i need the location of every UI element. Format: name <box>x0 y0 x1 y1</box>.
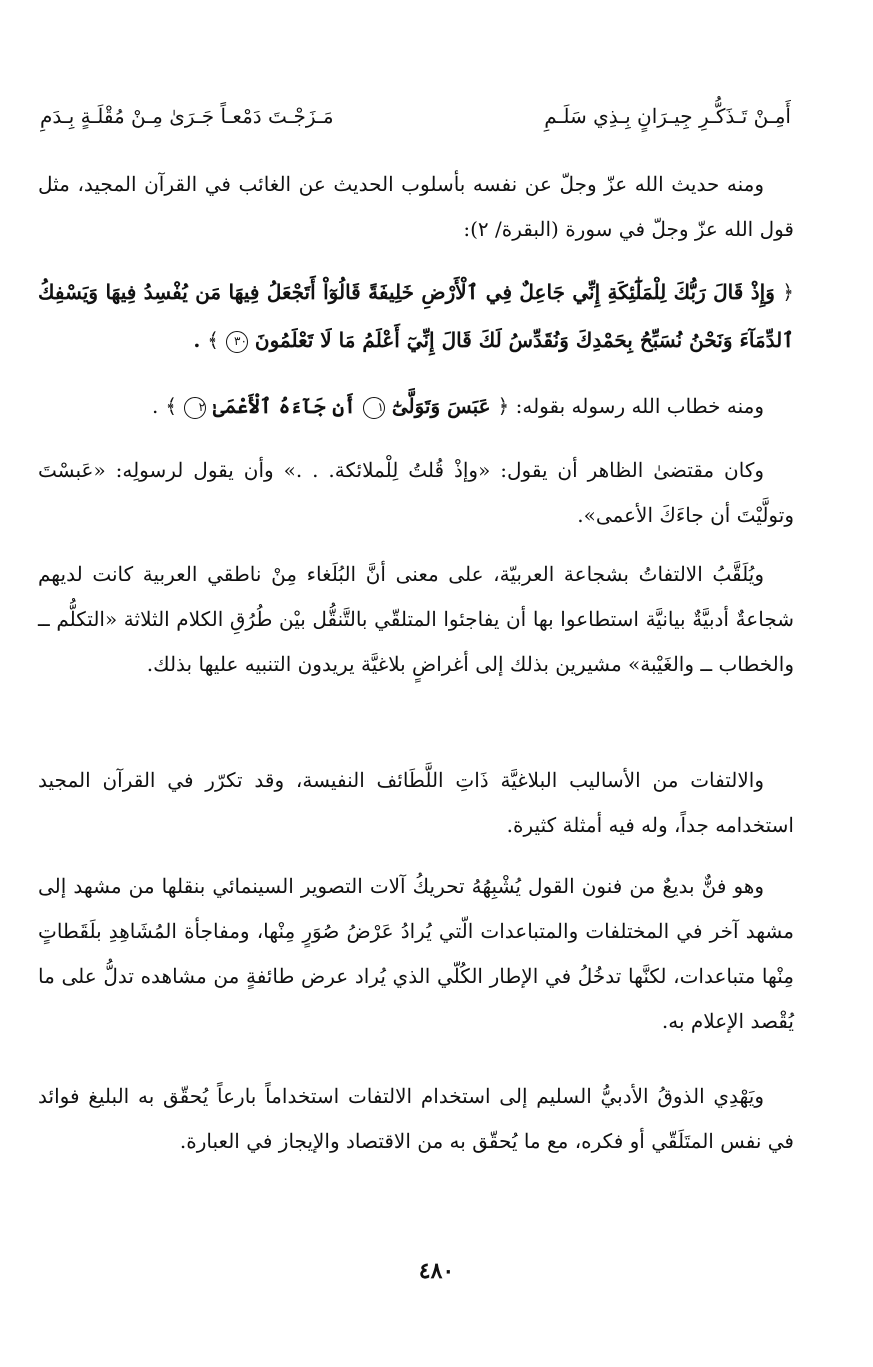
paragraph-7 <box>38 1074 794 1164</box>
paragraph-7-text: ويَهْدِي الذوقُ الأدبيُّ السليم إلى استخدام الالتفات استخداماً بارعاً يُحقّق به البليغ فوائد في نفس المتَلَقّي أو فكره، مع ما يُحقّق به من الاقتصاد والإيجاز في العبارة. <box>38 1084 794 1153</box>
quran-quote-baqarah: ﴿ وَإِذْ قَالَ رَبُّكَ لِلْمَلَٰٓئِكَةِ إِنِّي جَاعِلٌ فِي ٱلْأَرْضِ خَلِيفَةً قَالُوٓاْ أَتَجْعَلُ فِيهَا مَن يُفْسِدُ فِيهَا وَيَسْفِكُ ٱلدِّمَآءَ وَنَحْنُ نُسَبِّحُ بِحَمْدِكَ وَنُقَدِّسُ لَكَ قَالَ إِنِّيٓ أَعْلَمُ مَا لَا تَعْلَمُونَ ٣٠ ﴾ . <box>38 280 795 352</box>
paragraph-1 <box>38 162 794 252</box>
paragraph-2-text: ومنه خطاب الله رسوله بقوله: <box>515 394 764 418</box>
paragraph-4-text: ويُلَقَّبُ الالتفاتُ بشجاعة العربيّة، على معنى أنَّ البُلَغاء مِنْ ناطقي العربية كانت لديهم شجاعةٌ أدبيَّةٌ بيانيَّة استطاعوا بها أن يفاجئوا المتلقّي بالتَّنقُّل بيْن طُرُقِ الكلام الثلاثة «التكلُّم ــ والخطاب ــ والغَيْبة» مشيرين بذلك إلى أغراضٍ بلاغيَّة يريدون التنبيه عليها بذلك. <box>38 562 794 676</box>
paragraph-2: ومنه خطاب الله رسوله بقوله: ﴿ عَبَسَ وَتَوَلَّىٰٓ ١ أَن جَآءَهُ ٱلْأَعْمَىٰ ٢ ﴾ . <box>152 394 764 418</box>
paragraph-5 <box>38 758 794 848</box>
paragraph-6 <box>38 864 794 1044</box>
paragraph-6-text: وهو فنٌّ بديعٌ من فنون القول يُشْبِهُهُ تحريكُ آلات التصوير السينمائي بنقلها من مشهد إلى مشهد آخر في المختلفات والمتباعدات الّتي يُرادُ عَرْضُ صُوَرٍ مِنْها، ومفاجأة المُشَاهِدِ بلَقَطاتٍ مِنْها متباعدات، لكنَّها تدخُلُ في الإطار الكُلّي الذي يُراد عرض طائفةٍ من مشاهده تدلُّ على ما يُقْصد الإعلام به. <box>38 874 794 1033</box>
paragraph-4 <box>38 552 794 687</box>
quran-open-bracket: ﴿ <box>782 280 795 304</box>
ayah-number-2: ٢ <box>184 397 206 419</box>
page-number: ٤٨٠ <box>418 1258 455 1284</box>
quran-open-bracket: ﴿ <box>497 394 510 418</box>
ayah-number-1: ١ <box>363 397 385 419</box>
quran-baqarah-text: وَإِذْ قَالَ رَبُّكَ لِلْمَلَٰٓئِكَةِ إِنِّي جَاعِلٌ فِي ٱلْأَرْضِ خَلِيفَةً قَالُوٓاْ أَتَجْعَلُ فِيهَا مَن يُفْسِدُ فِيهَا وَيَسْفِكُ ٱلدِّمَآءَ وَنَحْنُ نُسَبِّحُ بِحَمْدِكَ وَنُقَدِّسُ لَكَ قَالَ إِنِّيٓ أَعْلَمُ مَا لَا تَعْلَمُونَ <box>38 280 794 352</box>
paragraph-5-text: والالتفات من الأساليب البلاغيَّة ذَاتِ اللَّطَائف النفيسة، وقد تكرّر في القرآن المجيد استخدامه جداً، وله فيه أمثلة كثيرة. <box>38 768 794 837</box>
verse-second-hemistich: مَـزَجْـتَ دَمْعـاً جَـرَىٰ مِـنْ مُقْلَـةٍ بِـدَمِ <box>40 104 334 128</box>
paragraph-3-text: وكان مقتضىٰ الظاهر أن يقول: «وإذْ قُلتُ لِلْملائكة. . .» وأن يقول لرسولِه: «عَبسْتَ وتولَّيْتَ أن جاءَكَ الأعمى». <box>38 458 794 527</box>
quran-close-bracket: ﴾ <box>207 328 219 352</box>
quran-close-bracket: ﴾ <box>165 394 178 418</box>
verse-first-hemistich: أَمِـنْ تَـذَكُّـرِ جِيـرَانٍ بِـذِي سَلَـمِ <box>544 104 791 128</box>
paragraph-3 <box>38 448 794 538</box>
quran-abasa-text-1: عَبَسَ وَتَوَلَّىٰٓ <box>391 394 491 418</box>
paragraph-1-text: ومنه حديث الله عزّ وجلّ عن نفسه بأسلوب الحديث عن الغائب في القرآن المجيد، مثل قول الله عزّ وجلّ في سورة (البقرة/ ٢): <box>38 172 794 241</box>
quran-abasa-text-2: أَن جَآءَهُ ٱلْأَعْمَىٰ <box>213 394 356 418</box>
ayah-number-30: ٣٠ <box>226 331 248 353</box>
